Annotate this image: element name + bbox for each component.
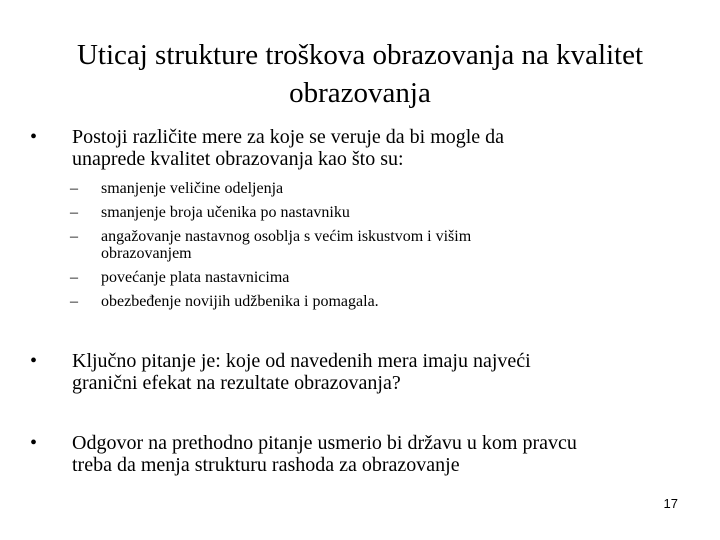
page-number: 17 (663, 496, 678, 511)
sub-bullet-text-line: obezbeđenje novijih udžbenika i pomagala. (101, 293, 379, 310)
sub-bullet-text-line: angažovanje nastavnog osoblja s većim iskustvom i višim (101, 228, 472, 245)
bullet-dot: • (30, 350, 38, 372)
bullet-dot: • (30, 126, 38, 148)
bullet-text-line: Postoji različite mere za koje se veruje da bi mogle da (72, 126, 505, 148)
sub-bullet-text-line: povećanje plata nastavnicima (101, 269, 290, 286)
slide-title-line-1: Uticaj strukture troškova obrazovanja na kvalitet (76, 39, 644, 71)
sub-bullet-list (70, 180, 630, 317)
sub-bullet-text (101, 269, 630, 286)
sub-bullet-text (101, 228, 630, 262)
bullet-text-line: Odgovor na prethodno pitanje usmerio bi državu u kom pravcu (72, 432, 577, 454)
sub-bullet-dash: – (70, 204, 78, 221)
bullet-text (72, 126, 690, 170)
sub-bullet-dash: – (70, 180, 78, 197)
bullet-text-line: unaprede kvalitet obrazovanja kao što su: (72, 148, 404, 170)
sub-bullet-text (101, 180, 630, 197)
sub-bullet-item-4 (70, 269, 630, 286)
sub-bullet-text-line: smanjenje veličine odeljenja (101, 180, 284, 197)
sub-bullet-text (101, 204, 630, 221)
sub-bullet-text-line: smanjenje broja učenika po nastavniku (101, 204, 350, 221)
sub-bullet-dash: – (70, 293, 78, 310)
sub-bullet-text (101, 293, 630, 310)
bullet-item-3 (30, 432, 690, 476)
slide-title (36, 36, 684, 112)
sub-bullet-text-line: obrazovanjem (101, 245, 192, 262)
sub-bullet-dash: – (70, 228, 78, 245)
sub-bullet-item-2 (70, 204, 630, 221)
slide-title-line-2: obrazovanja (289, 77, 431, 109)
bullet-text (72, 432, 690, 476)
bullet-text-line: Ključno pitanje je: koje od navedenih mera imaju najveći (72, 350, 531, 372)
bullet-item-2 (30, 350, 690, 394)
bullet-text-line: treba da menja strukturu rashoda za obrazovanje (72, 454, 460, 476)
sub-bullet-item-5 (70, 293, 630, 310)
bullet-item-1 (30, 126, 690, 170)
bullet-text-line: granični efekat na rezultate obrazovanja? (72, 372, 401, 394)
bullet-text (72, 350, 690, 394)
sub-bullet-dash: – (70, 269, 78, 286)
sub-bullet-item-3 (70, 228, 630, 262)
bullet-dot: • (30, 432, 38, 454)
sub-bullet-item-1 (70, 180, 630, 197)
